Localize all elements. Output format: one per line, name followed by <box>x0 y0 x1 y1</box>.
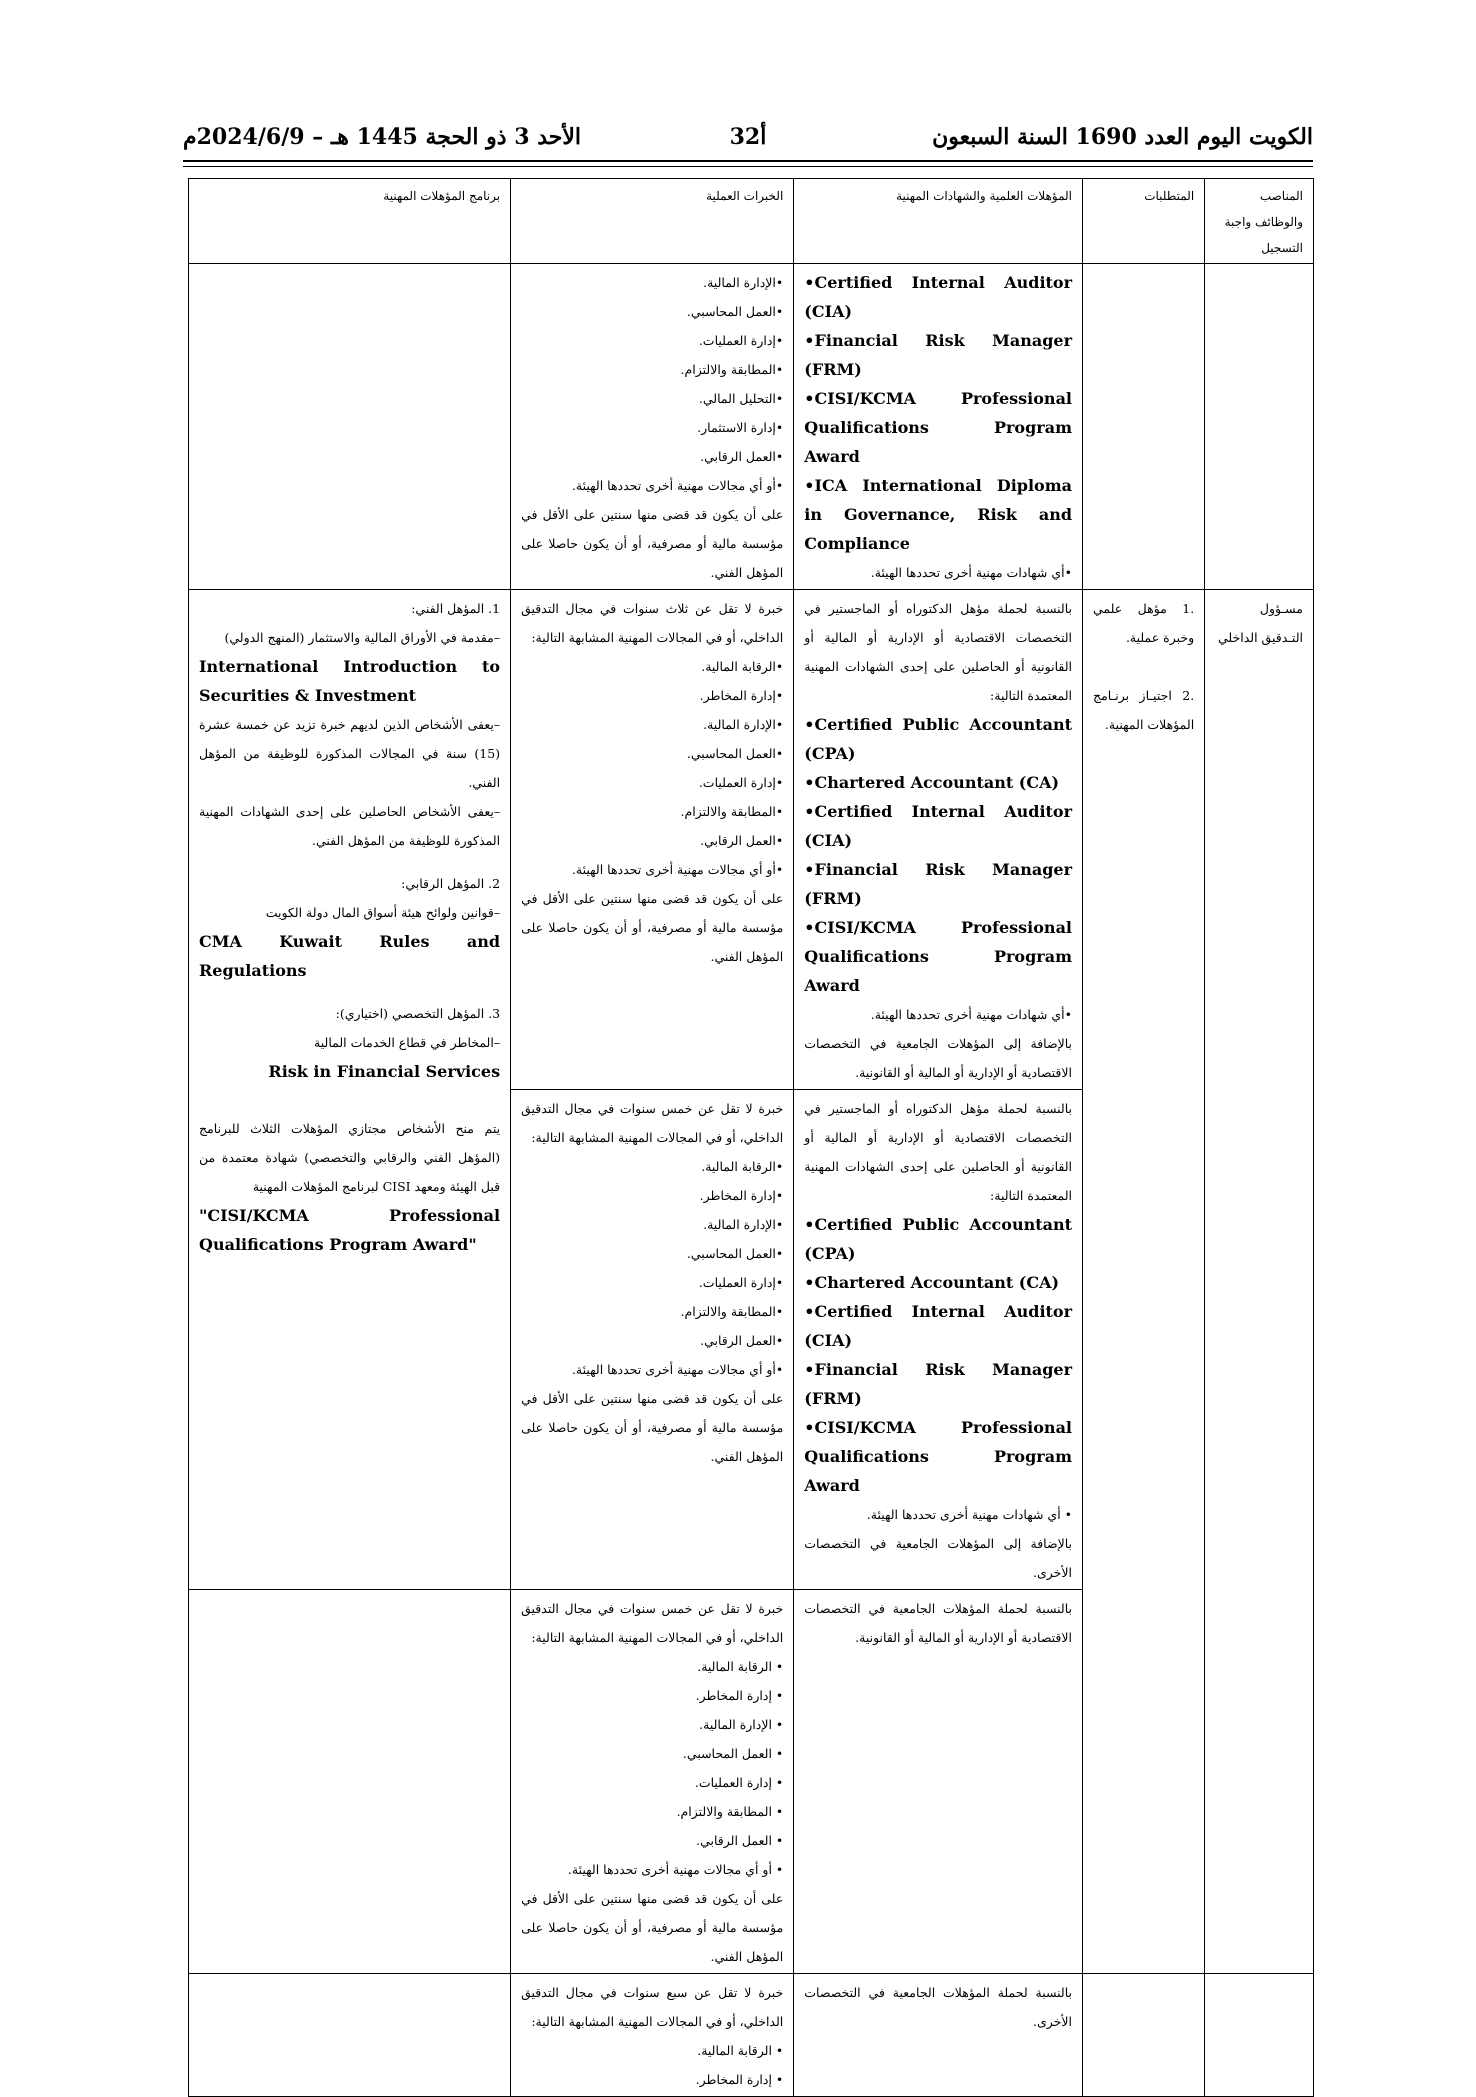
row1-requirements-cell <box>1083 264 1205 590</box>
header-experience: الخبرات العملية <box>511 179 794 264</box>
qualification-item: •Certified Internal Auditor (CIA) <box>804 273 1073 321</box>
program-heading-1: 1. المؤهل الفني: <box>411 601 501 616</box>
row1-position-cell <box>1205 264 1314 590</box>
header-program: برنامج المؤهلات المهنية <box>189 179 511 264</box>
experience-item: •التحليل المالي. <box>698 391 784 406</box>
qualification-item-ar: •أي شهادات مهنية أخرى تحددها الهيئة. <box>870 1007 1073 1022</box>
experience-item: •إدارة العمليات. <box>698 1275 784 1290</box>
experience-item: •أو أي مجالات مهنية أخرى تحددها الهيئة. <box>571 862 784 877</box>
program-english: Risk in Financial Services <box>268 1062 501 1081</box>
header-rule-thin <box>183 166 1313 167</box>
header-rule-thick <box>183 160 1313 162</box>
experience-item: •أو أي مجالات مهنية أخرى تحددها الهيئة. <box>571 478 784 493</box>
qualification-item-ar: •أي شهادات مهنية أخرى تحددها الهيئة. <box>870 565 1073 580</box>
experience-cell <box>511 1974 794 2097</box>
qualification-item: •Financial Risk Manager (FRM) <box>804 1360 1073 1408</box>
qualifications-table <box>188 178 1314 2097</box>
experience-item: •الإدارة المالية. <box>703 1217 784 1232</box>
qualifications-text: بالنسبة لحملة المؤهلات الجامعية في التخصصات الأخرى. <box>804 1985 1073 2029</box>
experience-item: • العمل الرقابي. <box>696 1833 784 1848</box>
experience-intro: خبرة لا تقل عن خمس سنوات في مجال التدقيق الداخلي، أو في المجالات المهنية المشابهة التالية: <box>521 1101 784 1145</box>
experience-item: • العمل المحاسبي. <box>682 1746 784 1761</box>
experience-note: على أن يكون قد قضى منها سنتين على الأقل في مؤسسة مالية أو مصرفية، أو أن يكون حاصلا على المؤهل الفني. <box>521 507 784 580</box>
qualification-item: •Certified Internal Auditor (CIA) <box>804 802 1073 850</box>
page-number: أ32 <box>729 124 767 150</box>
experience-intro: خبرة لا تقل عن سبع سنوات في مجال التدقيق الداخلي، أو في المجالات المهنية المشابهة التالية: <box>521 1985 784 2029</box>
row3-program-cell <box>189 1974 511 2097</box>
qualification-item: •CISI/KCMA Professional Qualifications Program Award <box>804 918 1073 995</box>
table-row <box>189 1974 1314 2097</box>
qualification-item-ar: • أي شهادات مهنية أخرى تحددها الهيئة. <box>866 1507 1073 1522</box>
program-heading-2: 2. المؤهل الرقابي: <box>401 876 501 891</box>
experience-item: •إدارة المخاطر. <box>699 688 784 703</box>
program-line: –المخاطر في قطاع الخدمات المالية <box>314 1035 501 1050</box>
program-line: –قوانين ولوائح هيئة أسواق المال دولة الكويت <box>265 905 501 920</box>
experience-item: •الإدارة المالية. <box>703 717 784 732</box>
qualification-item: •Financial Risk Manager (FRM) <box>804 331 1073 379</box>
header-positions: المناصب والوظائف واجبة التسجيل <box>1205 179 1314 264</box>
experience-item: •إدارة العمليات. <box>698 333 784 348</box>
program-award-text: يتم منح الأشخاص مجتازي المؤهلات الثلاث للبرنامج (المؤهل الفني والرقابي والتخصصي) شهادة معتمدة من قبل الهيئة ومعهد CISI لبرنامج المؤهلات المهنية <box>199 1121 501 1194</box>
qualification-note: بالإضافة إلى المؤهلات الجامعية في التخصصات الأخرى. <box>804 1536 1073 1580</box>
program-heading-3: 3. المؤهل التخصصي (اختياري): <box>335 1006 501 1021</box>
program-english: International Introduction to Securities & Investment <box>199 657 501 705</box>
experience-intro: خبرة لا تقل عن ثلاث سنوات في مجال التدقيق الداخلي، أو في المجالات المهنية المشابهة التالية: <box>521 601 784 645</box>
program-line: –مقدمة في الأوراق المالية والاستثمار (المنهج الدولي) <box>224 630 501 645</box>
experience-item: •إدارة الاستثمار. <box>697 420 784 435</box>
experience-note: على أن يكون قد قضى منها سنتين على الأقل في مؤسسة مالية أو مصرفية، أو أن يكون حاصلا على المؤهل الفني. <box>521 1891 784 1964</box>
row3-requirements-cell <box>1083 1974 1205 2097</box>
qualification-item: •ICA International Diploma in Governance, Risk and Compliance <box>804 476 1073 553</box>
experience-item: •العمل المحاسبي. <box>686 746 784 761</box>
experience-item: •العمل الرقابي. <box>700 1333 784 1348</box>
experience-intro: خبرة لا تقل عن خمس سنوات في مجال التدقيق الداخلي، أو في المجالات المهنية المشابهة التالية: <box>521 1601 784 1645</box>
qualification-item: •Certified Public Accountant (CPA) <box>804 1215 1073 1263</box>
program-cell <box>189 590 511 1590</box>
qualification-item: •Certified Public Accountant (CPA) <box>804 715 1073 763</box>
qualification-item: •CISI/KCMA Professional Qualifications Program Award <box>804 1418 1073 1495</box>
table-row <box>189 264 1314 590</box>
row1-qualifications-cell <box>794 264 1083 590</box>
experience-item: • إدارة العمليات. <box>694 1775 784 1790</box>
qualifications-intro: بالنسبة لحملة مؤهل الدكتوراه أو الماجستير في التخصصات الاقتصادية أو الإدارية أو المالية أو القانونية أو الحاصلين على إحدى الشهادات المهنية المعتمدة التالية: <box>804 601 1073 703</box>
program-cell-empty <box>189 1590 511 1974</box>
qualification-item: •Chartered Accountant (CA) <box>804 1273 1060 1292</box>
experience-note: على أن يكون قد قضى منها سنتين على الأقل في مؤسسة مالية أو مصرفية، أو أن يكون حاصلا على المؤهل الفني. <box>521 1391 784 1464</box>
qualification-note: بالإضافة إلى المؤهلات الجامعية في التخصصات الاقتصادية أو الإدارية أو المالية أو القانونية. <box>804 1036 1073 1080</box>
qualification-item: •Financial Risk Manager (FRM) <box>804 860 1073 908</box>
experience-item: •العمل الرقابي. <box>700 833 784 848</box>
row1-experience-cell <box>511 264 794 590</box>
experience-item: •الرقابة المالية. <box>701 659 784 674</box>
table-header-row <box>189 179 1314 264</box>
experience-cell <box>511 590 794 1090</box>
experience-item: • إدارة المخاطر. <box>695 2072 784 2087</box>
experience-cell <box>511 1590 794 1974</box>
experience-item: •الإدارة المالية. <box>703 275 784 290</box>
experience-item: •المطابقة والالتزام. <box>680 362 784 377</box>
qualifications-cell <box>794 1974 1083 2097</box>
qualifications-intro: بالنسبة لحملة مؤهل الدكتوراه أو الماجستير في التخصصات الاقتصادية أو الإدارية أو المالية أو القانونية أو الحاصلين على إحدى الشهادات المهنية المعتمدة التالية: <box>804 1101 1073 1203</box>
page-header <box>183 118 1313 158</box>
experience-item: •المطابقة والالتزام. <box>680 1304 784 1319</box>
experience-item: • إدارة المخاطر. <box>695 1688 784 1703</box>
row1-program-cell <box>189 264 511 590</box>
requirement-item: .2 اجتيـاز برنـامج المؤهلات المهنية. <box>1093 688 1195 732</box>
position-cell <box>1205 590 1314 1974</box>
experience-item: •العمل الرقابي. <box>700 449 784 464</box>
experience-item: • المطابقة والالتزام. <box>676 1804 784 1819</box>
experience-note: على أن يكون قد قضى منها سنتين على الأقل في مؤسسة مالية أو مصرفية، أو أن يكون حاصلا على المؤهل الفني. <box>521 891 784 964</box>
experience-item: •إدارة العمليات. <box>698 775 784 790</box>
qualifications-cell <box>794 590 1083 1090</box>
experience-item: •العمل المحاسبي. <box>686 1246 784 1261</box>
header-qualifications: المؤهلات العلمية والشهادات المهنية <box>794 179 1083 264</box>
row3-position-cell <box>1205 1974 1314 2097</box>
qualifications-cell <box>794 1090 1083 1590</box>
requirement-item: .1 مؤهل علمي وخبرة عملية. <box>1093 601 1195 645</box>
experience-item: • الرقابة المالية. <box>697 2043 784 2058</box>
experience-item: • الإدارة المالية. <box>699 1717 784 1732</box>
program-exemption: –يعفى الأشخاص الحاصلين على إحدى الشهادات المهنية المذكورة للوظيفة من المؤهل الفني. <box>199 804 501 848</box>
qualifications-text: بالنسبة لحملة المؤهلات الجامعية في التخصصات الاقتصادية أو الإدارية أو المالية أو القانونية. <box>804 1601 1073 1645</box>
header-requirements: المتطلبات <box>1083 179 1205 264</box>
gazette-title: الكويت اليوم العدد 1690 السنة السبعون <box>932 124 1313 150</box>
experience-item: • أو أي مجالات مهنية أخرى تحددها الهيئة. <box>567 1862 784 1877</box>
experience-item: • الرقابة المالية. <box>697 1659 784 1674</box>
program-award-english: "CISI/KCMA Professional Qualifications Program Award" <box>199 1206 501 1254</box>
table-row <box>189 590 1314 1090</box>
qualification-item: •Chartered Accountant (CA) <box>804 773 1060 792</box>
experience-item: •أو أي مجالات مهنية أخرى تحددها الهيئة. <box>571 1362 784 1377</box>
experience-item: •المطابقة والالتزام. <box>680 804 784 819</box>
qualification-item: •Certified Internal Auditor (CIA) <box>804 1302 1073 1350</box>
qualifications-cell <box>794 1590 1083 1974</box>
experience-cell <box>511 1090 794 1590</box>
requirements-cell <box>1083 590 1205 1974</box>
experience-item: •الرقابة المالية. <box>701 1159 784 1174</box>
program-english: CMA Kuwait Rules and Regulations <box>199 932 501 980</box>
experience-item: •العمل المحاسبي. <box>686 304 784 319</box>
issue-date: الأحد 3 ذو الحجة 1445 هـ – 2024/6/9م <box>183 124 582 150</box>
position-title: مسـؤول التـدقيق الداخلي <box>1217 601 1303 645</box>
program-exemption: –يعفى الأشخاص الذين لديهم خبرة تزيد عن خمسة عشرة (15) سنة في المجالات المذكورة للوظيفة من المؤهل الفني. <box>199 717 501 790</box>
experience-item: •إدارة المخاطر. <box>699 1188 784 1203</box>
qualification-item: •CISI/KCMA Professional Qualifications Program Award <box>804 389 1073 466</box>
